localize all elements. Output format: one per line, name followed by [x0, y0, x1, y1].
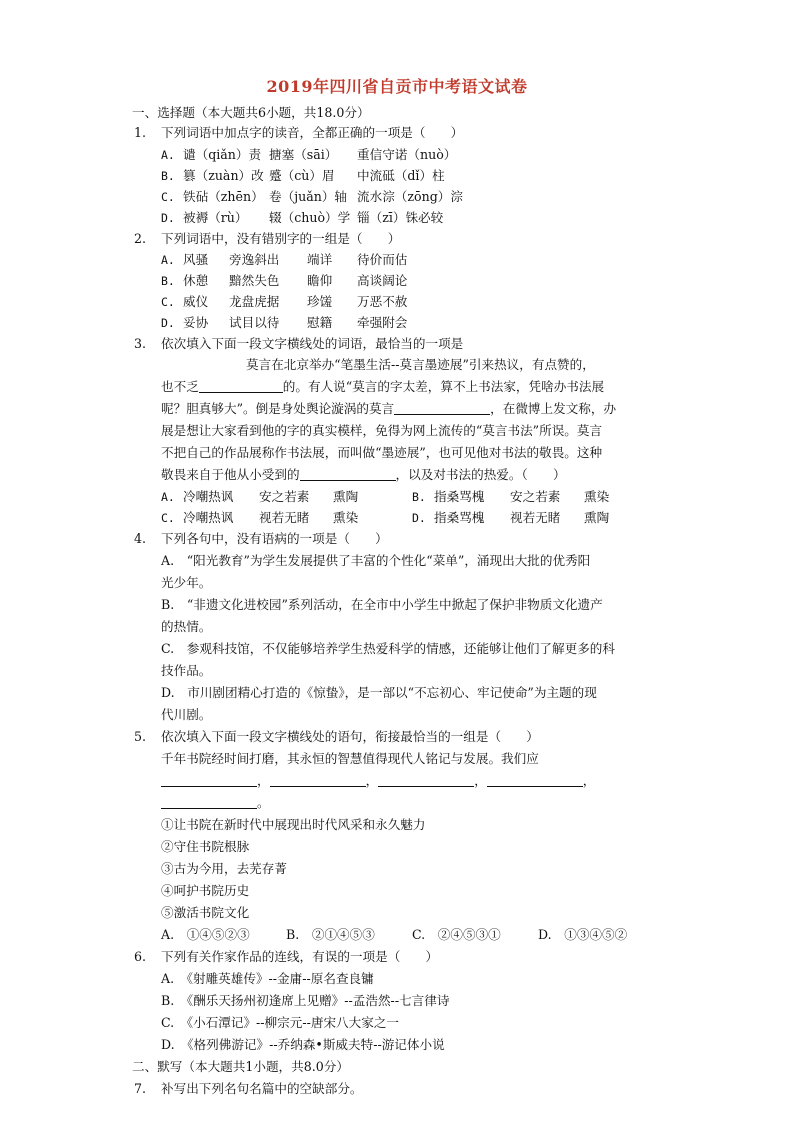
sentence-5: ⑤激活书院文化: [161, 905, 250, 920]
option-d: D. ①③④⑤②: [538, 927, 628, 942]
option-c-line1: C. 参观科技馆，不仅能够培养学生热爱科学的情感，还能够让他们了解更多的科: [161, 641, 615, 656]
option-b: B. 休憩 黯然失色 瞻仰 高谈阔论: [161, 273, 408, 288]
section-heading-choice: 一、选择题（本大题共6小题，共18.0分）: [132, 105, 370, 120]
answer-blank: [270, 773, 366, 787]
option-a: A. 风骚 旁逸斜出 端详 待价而估: [161, 252, 408, 267]
option-d: D. 被褥（rù） 辍（chuò）学 锱（zī）铢必较: [161, 210, 444, 225]
answer-blank: [199, 379, 283, 393]
question-number: 3.: [134, 336, 147, 351]
answer-blank: [378, 773, 474, 787]
sentence-2: ②守住书院根脉: [161, 839, 250, 854]
option-c: C. 《小石潭记》--柳宗元--唐宋八大家之一: [161, 1015, 400, 1030]
passage-line: 莫言在北京举办“笔墨生活--莫言墨迹展”引来热议，有点赞的，: [246, 357, 595, 372]
option-a: A. 冷嘲热讽 安之若素 熏陶: [161, 489, 359, 504]
option-a: A. 谴（qiǎn）责 搪塞（sāi） 重信守诺（nuò）: [161, 147, 457, 162]
question-number: 4.: [134, 531, 147, 546]
passage-line: 不把自己的作品展称作书法展，而叫做“墨迹展”，也可见他对书法的敬畏。这种: [161, 445, 603, 460]
question-number: 2.: [134, 231, 147, 246]
option-d-line1: D. 市川剧团精心打造的《惊蛰》，是一部以“不忘初心、牢记使命”为主题的现: [161, 685, 597, 700]
question-stem: 下列各句中，没有语病的一项是（ ）: [161, 531, 388, 546]
question-stem: 补写出下列名句名篇中的空缺部分。: [161, 1081, 363, 1096]
option-c: C. 冷嘲热讽 视若无睹 熏染: [161, 510, 359, 525]
option-key: A.: [161, 148, 175, 162]
passage-line: 也不乏 的。有人说“莫言的字太差，算不上书法家，凭啥办书法展: [161, 379, 605, 394]
answer-blank: [487, 773, 583, 787]
passage-line: 千年书院经时间打磨，其永恒的智慧值得现代人铭记与发展。我们应: [161, 751, 539, 766]
question-number: 7.: [134, 1081, 147, 1096]
question-stem: 下列有关作家作品的连线，有误的一项是（ ）: [161, 949, 439, 964]
option-key: D.: [161, 211, 175, 225]
option-a: A. 《射雕英雄传》--金庸--原名查良镛: [161, 971, 374, 986]
page-title: 2019年四川省自贡市中考语文试卷: [266, 77, 528, 96]
answer-blank: [300, 467, 396, 481]
option-d: D. 《格列佛游记》--乔纳森•斯威夫特--游记体小说: [161, 1037, 445, 1052]
answer-blank: [161, 773, 257, 787]
option-b: B. 篡（zuàn）改 蹙（cù）眉 中流砥（dǐ）柱: [161, 168, 445, 183]
option-a-line2: 光少年。: [161, 575, 212, 590]
option-d-line2: 代川剧。: [161, 707, 212, 722]
question-number: 1.: [134, 125, 147, 140]
option-b-line2: 的热情。: [161, 619, 212, 634]
option-c: C. ②④⑤③①: [412, 927, 501, 942]
sentence-3: ③古为今用，去芜存菁: [161, 861, 287, 876]
option-d: D. 妥协 试目以待 慰籍 牵强附会: [161, 315, 408, 330]
question-stem: 依次填入下面一段文字横线处的语句，衔接最恰当的一组是（ ）: [161, 729, 539, 744]
option-a-line1: A. “阳光教育”为学生发展提供了丰富的个性化“菜单”，涌现出大批的优秀阳: [161, 553, 591, 568]
option-b: B. 《酬乐天扬州初逢席上见赠》--孟浩然--七言律诗: [161, 993, 450, 1008]
question-stem: 下列词语中加点字的读音，全都正确的一项是（ ）: [161, 125, 464, 140]
passage-line: 敬畏来自于他从小受到的 ，以及对书法的热爱。（ ）: [161, 467, 566, 482]
option-b: B. 指桑骂槐 安之若素 熏染: [412, 489, 610, 504]
option-d: D. 指桑骂槐 视若无睹 熏陶: [412, 510, 610, 525]
question-number: 5.: [134, 729, 147, 744]
sentence-4: ④呵护书院历史: [161, 883, 250, 898]
option-key: B.: [161, 169, 175, 183]
blank-line: 。: [161, 794, 270, 812]
option-c: C. 铁砧（zhēn） 卷（juǎn）轴 流水淙（zōng）淙: [161, 189, 463, 204]
blank-line: ， ， ， ，: [161, 772, 595, 790]
answer-blank: [161, 795, 257, 809]
question-number: 6.: [134, 949, 147, 964]
option-c: C. 威仪 龙盘虎据 珍馐 万恶不赦: [161, 294, 408, 309]
passage-line: 展是想让大家看到他的字的真实模样，免得为网上流传的“莫言书法”所误。莫言: [161, 423, 603, 438]
question-stem: 下列词语中，没有错别字的一组是（ ）: [161, 231, 401, 246]
option-b-line1: B. “非遗文化进校园”系列活动，在全市中小学生中掀起了保护非物质文化遗产: [161, 597, 603, 612]
passage-line: 呢？胆真够大”。倒是身处舆论漩涡的莫言 ，在微博上发文称，办: [161, 401, 617, 416]
option-c-line2: 技作品。: [161, 663, 212, 678]
option-a: A. ①④⑤②③: [161, 927, 250, 942]
option-key: C.: [161, 190, 175, 204]
section-heading-dictation: 二、默写（本大题共1小题，共8.0分）: [132, 1059, 349, 1074]
option-b: B. ②①④⑤③: [286, 927, 375, 942]
sentence-1: ①让书院在新时代中展现出时代风采和永久魅力: [161, 817, 426, 832]
question-stem: 依次填入下面一段文字横线处的词语，最恰当的一项是: [161, 336, 464, 351]
answer-blank: [394, 401, 490, 415]
